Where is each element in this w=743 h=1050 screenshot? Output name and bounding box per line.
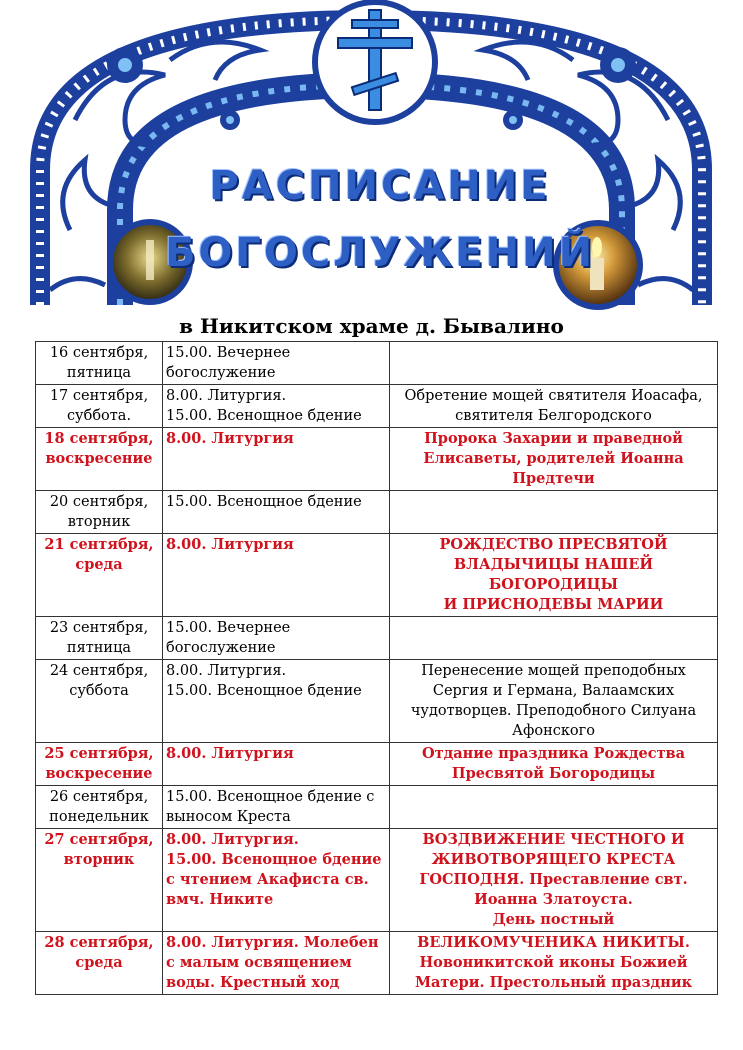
service-cell-line: 8.00. Литургия. Молебен xyxy=(166,934,379,951)
feast-cell xyxy=(390,743,718,786)
service-cell-line: 15.00. Всенощное бдение xyxy=(166,494,362,510)
date-cell-line: пятница xyxy=(66,640,132,656)
schedule-row xyxy=(36,534,718,617)
date-cell-line: 26 сентября, xyxy=(49,789,149,805)
schedule-row xyxy=(36,385,718,428)
date-cell-line: среда xyxy=(75,556,123,573)
schedule-table xyxy=(35,341,718,995)
feast-cell xyxy=(390,932,718,995)
date-cell-line: вторник xyxy=(63,851,135,868)
feast-cell xyxy=(390,617,718,660)
service-cell-line: с малым освящением xyxy=(166,954,352,971)
feast-cell-line: ВЕЛИКОМУЧЕНИКА НИКИТЫ. xyxy=(417,934,690,951)
date-cell-line: среда xyxy=(75,954,123,971)
feast-cell-line: ГОСПОДНЯ. Преставление свт. xyxy=(419,871,688,888)
service-cell-line: 8.00. Литургия xyxy=(166,430,294,447)
schedule-row xyxy=(36,932,718,995)
feast-cell xyxy=(390,534,718,617)
service-cell-line: 8.00. Литургия. xyxy=(166,663,287,679)
feast-cell xyxy=(390,342,718,385)
service-cell-line: 8.00. Литургия. xyxy=(166,831,299,848)
schedule-row xyxy=(36,491,718,534)
schedule-row xyxy=(36,617,718,660)
service-cell xyxy=(163,829,390,932)
service-cell-line: воды. Крестный ход xyxy=(166,974,340,991)
service-cell-line: 15.00. Вечернее xyxy=(166,620,291,636)
feast-cell-line: Отдание праздника Рождества xyxy=(421,745,686,762)
date-cell xyxy=(36,660,163,743)
service-cell-line: богослужение xyxy=(166,365,276,381)
date-cell xyxy=(36,743,163,786)
service-cell xyxy=(163,743,390,786)
date-cell-line: 28 сентября, xyxy=(44,934,154,951)
date-cell xyxy=(36,829,163,932)
date-cell-line: вторник xyxy=(67,514,131,530)
service-cell-line: с чтением Акафиста св. xyxy=(166,871,369,888)
feast-cell-line: Обретение мощей святителя Иоасафа, xyxy=(404,388,703,404)
title-line-1: РАСПИСАНИЕ xyxy=(209,163,551,209)
feast-cell-line: Перенесение мощей преподобных xyxy=(421,663,686,679)
date-cell-line: понедельник xyxy=(49,809,149,825)
feast-cell xyxy=(390,660,718,743)
date-cell-line: 24 сентября, xyxy=(49,663,149,679)
service-cell xyxy=(163,786,390,829)
service-cell xyxy=(163,491,390,534)
schedule-row xyxy=(36,428,718,491)
feast-cell-line: Елисаветы, родителей Иоанна xyxy=(423,450,684,467)
date-cell-line: 20 сентября, xyxy=(49,494,149,510)
feast-cell-line: Предтечи xyxy=(512,470,595,487)
service-cell-line: 15.00. Всенощное бдение с xyxy=(166,789,375,805)
date-cell xyxy=(36,786,163,829)
service-cell xyxy=(163,428,390,491)
feast-cell-line: ЖИВОТВОРЯЩЕГО КРЕСТА xyxy=(431,851,676,868)
feast-cell-line: Сергия и Германа, Валаамских xyxy=(432,683,675,699)
subtitle: в Никитском храме д. Бывалино xyxy=(179,314,564,338)
feast-cell xyxy=(390,829,718,932)
service-cell-line: 15.00. Всенощное бдение xyxy=(166,683,362,699)
feast-cell-line: Матери. Престольный праздник xyxy=(414,974,693,991)
feast-cell xyxy=(390,491,718,534)
feast-cell-line: Новоникитской иконы Божией xyxy=(419,954,688,971)
date-cell-line: 27 сентября, xyxy=(44,831,154,848)
schedule-row xyxy=(36,829,718,932)
service-cell-line: вмч. Никите xyxy=(166,891,274,908)
feast-cell-line: РОЖДЕСТВО ПРЕСВЯТОЙ xyxy=(439,536,668,553)
date-cell xyxy=(36,932,163,995)
service-cell-line: 8.00. Литургия. xyxy=(166,388,287,404)
date-cell-line: суббота xyxy=(69,683,129,699)
feast-cell xyxy=(390,428,718,491)
feast-cell-line: Афонского xyxy=(512,723,595,739)
date-cell-line: суббота. xyxy=(66,408,132,424)
service-cell xyxy=(163,534,390,617)
schedule-row xyxy=(36,743,718,786)
service-cell-line: 8.00. Литургия xyxy=(166,745,294,762)
date-cell-line: 23 сентября, xyxy=(49,620,149,636)
date-cell-line: 16 сентября, xyxy=(49,345,149,361)
service-cell-line: 15.00. Всенощное бдение xyxy=(166,408,362,424)
feast-cell-line: святителя Белгородского xyxy=(455,408,652,424)
service-cell xyxy=(163,342,390,385)
ornamental-header xyxy=(0,0,743,315)
date-cell-line: 25 сентября, xyxy=(44,745,154,762)
schedule-row xyxy=(36,660,718,743)
date-cell xyxy=(36,491,163,534)
date-cell xyxy=(36,342,163,385)
feast-cell-line: Иоанна Златоуста. xyxy=(474,891,633,908)
service-cell-line: 15.00. Всенощное бдение xyxy=(166,851,382,868)
schedule-row xyxy=(36,786,718,829)
feast-cell-line: чудотворцев. Преподобного Силуана xyxy=(410,703,697,719)
date-cell-line: 21 сентября, xyxy=(44,536,154,553)
service-cell xyxy=(163,385,390,428)
date-cell-line: воскресение xyxy=(45,450,153,467)
feast-cell-line: Пророка Захарии и праведной xyxy=(424,430,683,447)
schedule-body xyxy=(36,342,718,995)
feast-cell xyxy=(390,786,718,829)
date-cell-line: 18 сентября, xyxy=(44,430,154,447)
feast-cell-line: День постный xyxy=(492,911,615,928)
date-cell xyxy=(36,534,163,617)
feast-cell xyxy=(390,385,718,428)
service-cell xyxy=(163,932,390,995)
date-cell xyxy=(36,428,163,491)
date-cell-line: 17 сентября, xyxy=(49,388,149,404)
service-cell xyxy=(163,660,390,743)
service-cell xyxy=(163,617,390,660)
feast-cell-line: ВЛАДЫЧИЦЫ НАШЕЙ БОГОРОДИЦЫ xyxy=(453,556,654,593)
service-cell-line: 15.00. Вечернее xyxy=(166,345,291,361)
service-cell-line: богослужение xyxy=(166,640,276,656)
feast-cell-line: ВОЗДВИЖЕНИЕ ЧЕСТНОГО И xyxy=(422,831,685,848)
date-cell xyxy=(36,617,163,660)
service-cell-line: выносом Креста xyxy=(166,809,291,825)
feast-cell-line: Пресвятой Богородицы xyxy=(451,765,656,782)
date-cell-line: пятница xyxy=(66,365,132,381)
date-cell xyxy=(36,385,163,428)
date-cell-line: воскресение xyxy=(45,765,153,782)
service-cell-line: 8.00. Литургия xyxy=(166,536,294,553)
schedule-row xyxy=(36,342,718,385)
title-line-2: БОГОСЛУЖЕНИЙ xyxy=(164,230,596,276)
feast-cell-line: И ПРИСНОДЕВЫ МАРИИ xyxy=(443,596,664,613)
